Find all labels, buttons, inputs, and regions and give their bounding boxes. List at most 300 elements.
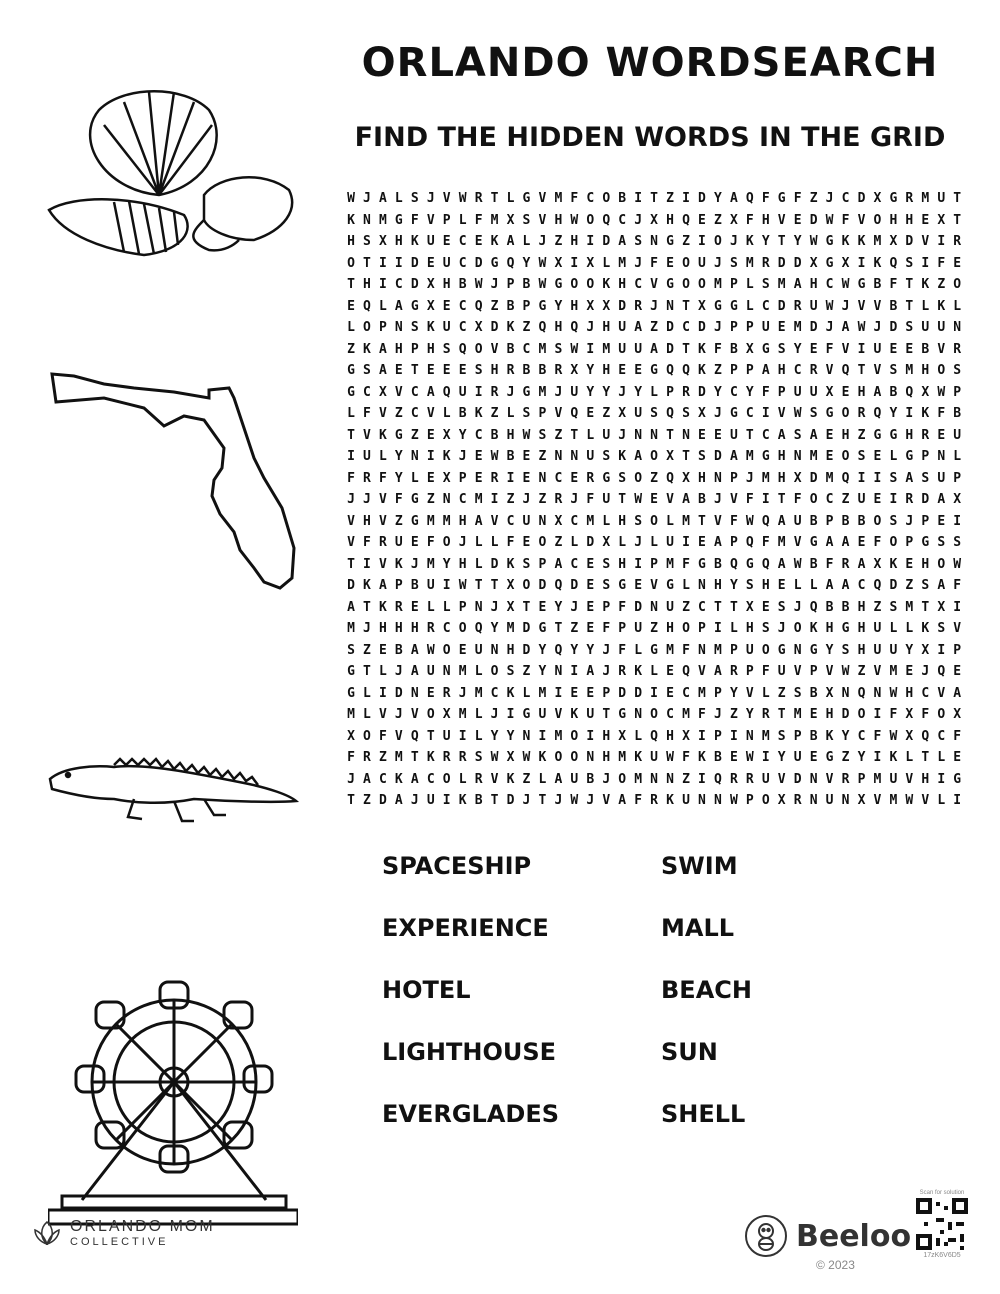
grid-letter: Z <box>506 492 515 508</box>
grid-letter: O <box>761 642 770 658</box>
grid-letter: I <box>474 384 483 400</box>
grid-letter: W <box>458 191 467 207</box>
grid-letter: C <box>570 513 579 529</box>
grid-letter: V <box>378 406 387 422</box>
grid-letter: Z <box>777 685 786 701</box>
grid-letter: L <box>953 298 962 314</box>
grid-letter: S <box>474 363 483 379</box>
grid-letter: G <box>538 621 547 637</box>
grid-row <box>343 231 965 253</box>
grid-letter: R <box>554 363 563 379</box>
grid-letter: S <box>921 470 930 486</box>
grid-letter: V <box>650 578 658 594</box>
grid-letter: O <box>841 449 850 465</box>
grid-letter: P <box>729 642 738 658</box>
grid-letter: R <box>953 341 962 357</box>
grid-letter: F <box>394 492 403 508</box>
grid-letter: M <box>554 728 563 744</box>
grid-letter: H <box>666 212 674 228</box>
grid-letter: V <box>777 406 786 422</box>
grid-letter: T <box>666 427 674 443</box>
grid-letter: S <box>937 535 946 551</box>
grid-letter: P <box>745 320 754 336</box>
grid-letter: H <box>777 470 786 486</box>
grid-letter: Z <box>363 793 371 809</box>
grid-letter: V <box>442 191 451 207</box>
grid-letter: W <box>347 191 355 207</box>
grid-letter: Z <box>650 621 658 637</box>
grid-letter: D <box>410 277 419 293</box>
grid-letter: Y <box>793 341 802 357</box>
grid-letter: U <box>666 599 674 615</box>
grid-letter: K <box>506 771 515 787</box>
grid-letter: Z <box>522 771 531 787</box>
grid-letter: V <box>713 513 722 529</box>
grid-letter: S <box>729 255 738 271</box>
grid-letter: E <box>666 664 674 680</box>
grid-letter: V <box>538 212 547 228</box>
grid-letter: V <box>698 664 706 680</box>
grid-letter: K <box>442 449 451 465</box>
grid-letter: O <box>713 234 722 250</box>
grid-letter: J <box>554 384 563 400</box>
grid-letter: Y <box>586 363 595 379</box>
grid-letter: R <box>761 707 770 723</box>
grid-letter: G <box>953 771 962 787</box>
grid-letter: T <box>347 427 355 443</box>
grid-letter: U <box>809 384 818 400</box>
grid-row <box>343 253 965 275</box>
grid-letter: U <box>921 320 930 336</box>
grid-letter: M <box>793 320 802 336</box>
grid-letter: L <box>458 212 467 228</box>
grid-letter: R <box>490 384 499 400</box>
grid-letter: Q <box>570 406 579 422</box>
grid-letter: M <box>666 556 674 572</box>
grid-letter: J <box>713 320 722 336</box>
grid-letter: C <box>458 255 467 271</box>
grid-letter: B <box>458 406 467 422</box>
grid-letter: C <box>825 277 834 293</box>
grid-letter: L <box>347 320 355 336</box>
grid-letter: B <box>490 427 499 443</box>
grid-letter: C <box>761 427 770 443</box>
grid-letter: X <box>729 212 738 228</box>
grid-letter: F <box>378 728 387 744</box>
grid-row <box>343 661 965 683</box>
grid-letter: J <box>618 427 627 443</box>
grid-letter: C <box>857 728 866 744</box>
grid-letter: G <box>347 384 355 400</box>
grid-letter: X <box>442 470 451 486</box>
grid-letter: F <box>650 255 658 271</box>
grid-letter: A <box>873 384 882 400</box>
grid-letter: M <box>793 707 802 723</box>
grid-letter: X <box>650 212 658 228</box>
grid-letter: T <box>953 212 962 228</box>
grid-letter: J <box>713 707 722 723</box>
grid-letter: U <box>586 449 595 465</box>
grid-letter: J <box>458 685 467 701</box>
grid-letter: X <box>602 535 611 551</box>
grid-letter: T <box>745 427 754 443</box>
grid-letter: O <box>841 406 850 422</box>
grid-letter: F <box>729 513 738 529</box>
grid-letter: S <box>347 642 355 658</box>
grid-letter: K <box>825 728 834 744</box>
grid-letter: B <box>538 363 547 379</box>
grid-letter: I <box>698 771 706 787</box>
grid-letter: A <box>634 449 643 465</box>
grid-letter: A <box>634 320 643 336</box>
grid-letter: R <box>586 470 595 486</box>
grid-letter: E <box>809 707 818 723</box>
grid-letter: Z <box>570 621 579 637</box>
grid-letter: U <box>809 298 818 314</box>
grid-letter: K <box>618 449 627 465</box>
grid-letter: M <box>378 212 387 228</box>
grid-letter: E <box>937 513 946 529</box>
grid-letter: Y <box>490 621 499 637</box>
grid-letter: V <box>650 277 658 293</box>
grid-letter: H <box>378 621 387 637</box>
grid-letter: S <box>698 449 706 465</box>
grid-letter: S <box>841 642 850 658</box>
grid-letter: Z <box>554 535 563 551</box>
grid-letter: S <box>745 578 754 594</box>
grid-letter: U <box>777 664 786 680</box>
grid-letter: F <box>937 255 946 271</box>
grid-letter: D <box>538 578 547 594</box>
grid-letter: J <box>458 449 467 465</box>
grid-letter: K <box>841 234 850 250</box>
grid-letter: D <box>698 191 706 207</box>
grid-letter: S <box>522 406 531 422</box>
grid-letter: N <box>554 664 563 680</box>
grid-letter: C <box>586 191 595 207</box>
grid-letter: H <box>921 556 930 572</box>
grid-letter: K <box>394 771 403 787</box>
grid-letter: X <box>841 255 850 271</box>
grid-letter: S <box>889 513 898 529</box>
grid-letter: F <box>873 728 882 744</box>
grid-letter: Y <box>554 599 563 615</box>
grid-letter: G <box>889 427 898 443</box>
grid-letter: Q <box>745 191 754 207</box>
grid-letter: X <box>586 298 595 314</box>
grid-letter: O <box>602 191 611 207</box>
grid-letter: K <box>634 750 643 766</box>
grid-letter: O <box>363 728 371 744</box>
grid-letter: O <box>698 277 706 293</box>
grid-letter: L <box>921 298 930 314</box>
grid-letter: J <box>602 642 611 658</box>
grid-letter: D <box>522 621 531 637</box>
grid-letter: W <box>538 255 547 271</box>
grid-letter: Q <box>458 341 467 357</box>
grid-letter: T <box>777 707 786 723</box>
grid-letter: L <box>793 578 802 594</box>
grid-letter: E <box>650 492 658 508</box>
grid-letter: E <box>522 449 531 465</box>
grid-letter: C <box>634 277 643 293</box>
grid-letter: W <box>809 234 818 250</box>
grid-letter: F <box>474 212 483 228</box>
grid-letter: R <box>618 664 627 680</box>
grid-letter: S <box>602 578 611 594</box>
grid-letter: T <box>953 191 962 207</box>
grid-letter: B <box>825 599 834 615</box>
grid-letter: Y <box>538 664 547 680</box>
grid-letter: T <box>650 191 658 207</box>
grid-letter: L <box>729 621 738 637</box>
grid-letter: H <box>809 277 818 293</box>
grid-row <box>343 489 965 511</box>
solution-qr[interactable] <box>916 1190 968 1259</box>
grid-letter: I <box>378 685 387 701</box>
grid-letter: U <box>634 406 643 422</box>
grid-letter: M <box>538 685 547 701</box>
grid-letter: V <box>347 513 355 529</box>
grid-letter: W <box>825 298 834 314</box>
grid-letter: E <box>905 341 914 357</box>
word-list-right <box>661 848 752 1158</box>
grid-letter: R <box>474 771 483 787</box>
grid-letter: F <box>953 728 962 744</box>
grid-letter: V <box>410 707 419 723</box>
grid-letter: P <box>538 556 547 572</box>
grid-row <box>343 683 965 705</box>
grid-letter: T <box>410 363 419 379</box>
grid-letter: Z <box>538 492 547 508</box>
grid-letter: J <box>618 384 627 400</box>
grid-letter: N <box>873 685 882 701</box>
grid-letter: O <box>761 793 770 809</box>
brand-line-1: ORLANDO MOM <box>70 1218 215 1235</box>
grid-letter: H <box>347 234 355 250</box>
grid-letter: E <box>841 384 850 400</box>
grid-letter: G <box>410 298 419 314</box>
grid-letter: T <box>857 363 866 379</box>
grid-letter: E <box>809 341 818 357</box>
grid-letter: K <box>889 750 898 766</box>
grid-letter: Z <box>682 771 690 787</box>
grid-letter: R <box>682 384 690 400</box>
grid-letter: R <box>745 771 754 787</box>
grid-letter: E <box>921 212 930 228</box>
grid-letter: W <box>570 212 579 228</box>
grid-letter: I <box>490 492 499 508</box>
grid-letter: K <box>809 621 818 637</box>
grid-letter: Q <box>841 470 850 486</box>
grid-letter: G <box>809 535 818 551</box>
grid-row <box>343 640 965 662</box>
grid-letter: C <box>458 234 467 250</box>
grid-letter: L <box>570 535 579 551</box>
grid-letter: V <box>953 621 962 637</box>
grid-letter: W <box>538 277 547 293</box>
grid-letter: X <box>953 492 962 508</box>
grid-letter: M <box>554 191 563 207</box>
grid-letter: L <box>586 427 595 443</box>
grid-letter: L <box>363 685 371 701</box>
grid-letter: U <box>426 664 435 680</box>
grid-letter: B <box>506 298 515 314</box>
grid-letter: X <box>793 470 802 486</box>
grid-letter: P <box>745 363 754 379</box>
grid-letter: J <box>394 664 403 680</box>
grid-letter: S <box>761 621 770 637</box>
grid-row <box>343 554 965 576</box>
grid-letter: E <box>458 363 467 379</box>
grid-letter: N <box>650 427 658 443</box>
grid-letter: M <box>682 513 690 529</box>
grid-letter: T <box>618 492 627 508</box>
grid-letter: U <box>761 320 770 336</box>
grid-letter: G <box>825 406 834 422</box>
grid-letter: A <box>378 191 387 207</box>
grid-letter: I <box>857 255 866 271</box>
grid-letter: G <box>522 191 531 207</box>
grid-letter: R <box>506 363 515 379</box>
word-item: EXPERIENCE <box>382 914 549 942</box>
grid-letter: X <box>682 470 690 486</box>
grid-letter: T <box>905 277 914 293</box>
grid-letter: N <box>490 642 499 658</box>
grid-letter: H <box>825 707 834 723</box>
grid-letter: M <box>458 707 467 723</box>
grid-letter: Y <box>905 642 914 658</box>
grid-letter: E <box>857 535 866 551</box>
grid-letter: F <box>506 535 515 551</box>
grid-letter: K <box>506 320 515 336</box>
grid-letter: O <box>873 513 882 529</box>
grid-letter: P <box>618 621 627 637</box>
grid-letter: F <box>873 535 882 551</box>
grid-letter: O <box>682 277 690 293</box>
grid-letter: F <box>889 277 898 293</box>
grid-letter: I <box>586 728 595 744</box>
grid-letter: N <box>650 771 658 787</box>
grid-letter: C <box>363 384 371 400</box>
grid-letter: I <box>378 255 387 271</box>
grid-letter: E <box>570 685 579 701</box>
grid-letter: R <box>905 191 914 207</box>
grid-letter: P <box>777 384 786 400</box>
grid-letter: I <box>506 707 515 723</box>
grid-letter: O <box>458 621 467 637</box>
grid-letter: D <box>666 341 674 357</box>
grid-letter: E <box>522 535 531 551</box>
grid-letter: D <box>410 255 419 271</box>
grid-letter: I <box>378 277 387 293</box>
grid-letter: J <box>490 599 499 615</box>
grid-letter: V <box>490 513 499 529</box>
grid-letter: X <box>873 191 882 207</box>
grid-letter: H <box>602 320 611 336</box>
grid-letter: T <box>490 191 499 207</box>
grid-letter: L <box>474 728 483 744</box>
grid-letter: V <box>857 298 866 314</box>
grid-letter: W <box>458 578 467 594</box>
grid-letter: U <box>745 642 754 658</box>
grid-letter: D <box>634 599 643 615</box>
grid-letter: D <box>522 642 531 658</box>
grid-letter: Q <box>474 298 483 314</box>
grid-row <box>343 597 965 619</box>
grid-letter: S <box>410 320 419 336</box>
grid-letter: I <box>713 621 722 637</box>
grid-letter: K <box>666 793 674 809</box>
grid-letter: G <box>873 427 882 443</box>
grid-letter: N <box>538 513 547 529</box>
grid-letter: E <box>777 320 786 336</box>
grid-letter: O <box>809 492 818 508</box>
grid-letter: L <box>650 664 658 680</box>
grid-letter: L <box>809 578 818 594</box>
grid-letter: W <box>825 212 834 228</box>
grid-letter: J <box>363 492 371 508</box>
grid-letter: Q <box>666 470 674 486</box>
grid-letter: O <box>937 363 946 379</box>
grid-letter: H <box>426 341 435 357</box>
grid-letter: I <box>650 685 658 701</box>
grid-letter: B <box>841 513 850 529</box>
grid-letter: E <box>586 621 595 637</box>
word-item: BEACH <box>661 976 752 1004</box>
grid-letter: V <box>921 793 930 809</box>
grid-letter: N <box>713 793 722 809</box>
grid-letter: J <box>793 599 802 615</box>
grid-letter: B <box>586 771 595 787</box>
grid-letter: Q <box>363 298 371 314</box>
grid-letter: X <box>506 212 515 228</box>
grid-letter: F <box>889 707 898 723</box>
grid-letter: Q <box>570 320 579 336</box>
grid-letter: P <box>506 277 515 293</box>
grid-letter: J <box>522 492 531 508</box>
grid-letter: T <box>347 277 355 293</box>
grid-row <box>343 575 965 597</box>
grid-letter: O <box>953 277 962 293</box>
grid-letter: U <box>363 449 371 465</box>
grid-letter: X <box>889 234 898 250</box>
grid-letter: T <box>570 427 579 443</box>
grid-letter: F <box>841 212 850 228</box>
grid-letter: A <box>905 470 914 486</box>
grid-letter: T <box>729 599 738 615</box>
grid-letter: U <box>857 492 866 508</box>
grid-letter: W <box>793 556 802 572</box>
grid-letter: J <box>921 664 930 680</box>
grid-letter: R <box>490 470 499 486</box>
grid-letter: X <box>825 685 834 701</box>
grid-letter: U <box>442 728 451 744</box>
grid-letter: G <box>618 707 627 723</box>
grid-letter: G <box>618 578 627 594</box>
grid-letter: X <box>857 793 866 809</box>
grid-letter: T <box>363 599 371 615</box>
grid-letter: S <box>522 556 531 572</box>
grid-letter: V <box>841 341 850 357</box>
grid-letter: X <box>506 750 515 766</box>
grid-letter: W <box>745 750 754 766</box>
grid-letter: I <box>698 728 706 744</box>
grid-row <box>343 317 965 339</box>
grid-letter: S <box>889 599 898 615</box>
grid-letter: Z <box>378 750 387 766</box>
grid-letter: Q <box>666 406 674 422</box>
